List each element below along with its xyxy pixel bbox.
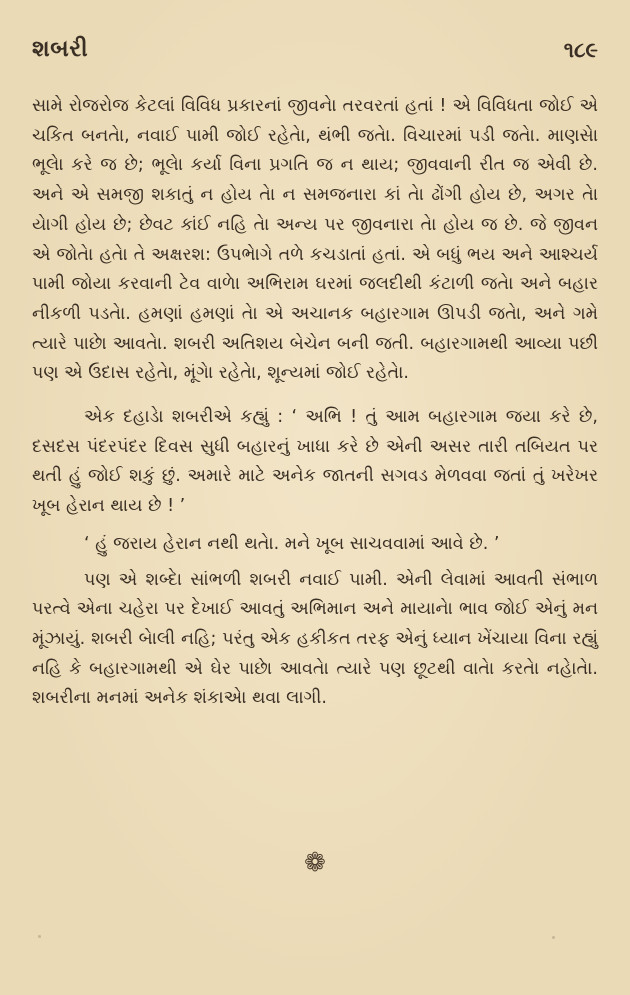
paragraph-abhiram-reply: ‘ હું જરાય હેરાન નથી થતેા. મને ખૂબ સાચવવામાં આવે છે. ’ bbox=[84, 533, 500, 554]
running-title: શબરી bbox=[32, 36, 89, 62]
paragraph-narration: પણ એ શબ્દેા સાંભળી શબરી નવાઈ પામી. એની લેવામાં આવતી સંભાળ પરત્વે એના ચહેરા પર દેખાઈ આવતું અભિમાન અને માયાનેા ભાવ જોઈ એનું મન મૂંઝાયું. શબરી બેાલી નહિ; પરંતુ એક હકીકત તરફ એનું ધ્યાન ખેંચાયા વિના રહ્યું નહિ કે બહારગામથી એ ઘેર પાછેા આવતેા ત્યારે પણ છૂટથી વાતેા કરતેા નહેાતેા. શબરીના મનમાં અનેક શંકાએા થવા લાગી. bbox=[32, 569, 598, 709]
body-text bbox=[32, 92, 598, 714]
page-number: ૧૮૯ bbox=[563, 38, 598, 62]
floral-ornament-icon: ❁ bbox=[304, 848, 326, 878]
paper-speck bbox=[38, 935, 41, 938]
paragraph-continuation: સામે રોજરોજ કેટલાં વિવિધ પ્રકારનાં જીવનેા તરવરતાં હતાં ! એ વિવિધતા જોઈ એ ચકિત બનતેા, નવાઈ પામી જોઈ રહેતેા, થંભી જતેા. વિચારમાં પડી જતેા. માણસેા ભૂલેા કરે જ છે; ભૂલેા કર્યા વિના પ્રગતિ જ ન થાય; જીવવાની રીત જ એવી છે. અને એ સમજી શકાતું ન હોય તેા ન સમજનારા કાં તેા ઢોંગી હોય છે, અગર તેા યેાગી હોય છે; છેવટ કાંઈ નહિ તેા અન્ય પર જીવનારા તેા હોય જ છે. જે જીવન એ જોતેા હતેા તે અક્ષરશ: ઉપભેાગે તળે કચડાતાં હતાં. એ બધું ભય અને આશ્ચર્ય પામી જોયા કરવાની ટેવ વાળેા અભિરામ ઘરમાં જલદીથી કંટાળી જતેા અને બહાર નીકળી પડતેા. હમણાં હમણાં તેા એ અચાનક બહારગામ ઊપડી જતેા, અને ગમે ત્યારે પાછેા આવતેા. શબરી અતિશય બેચેન બની જતી. બહારગામથી આવ્યા પછી પણ એ ઉદાસ રહેતેા, મૂંગેા રહેતેા, શૂન્યમાં જોઈ રહેતેા. bbox=[32, 96, 598, 384]
page-header bbox=[32, 36, 598, 76]
paper-speck bbox=[552, 936, 555, 939]
paragraph-shabari-speech: એક દહાડેા શબરીએ કહ્યું : ‘ અભિ ! તું આમ બહારગામ જયા કરે છે, દસદસ પંદરપંદર દિવસ સુધી બહારનું ખાધા કરે છે એની અસર તારી તબિયત પર થતી હું જોઈ શકું છું. અમારે માટે અનેક જાતની સગવડ મેળવવા જતાં તું ખરેખર ખૂબ હેરાન થાય છે ! ’ bbox=[32, 407, 598, 517]
